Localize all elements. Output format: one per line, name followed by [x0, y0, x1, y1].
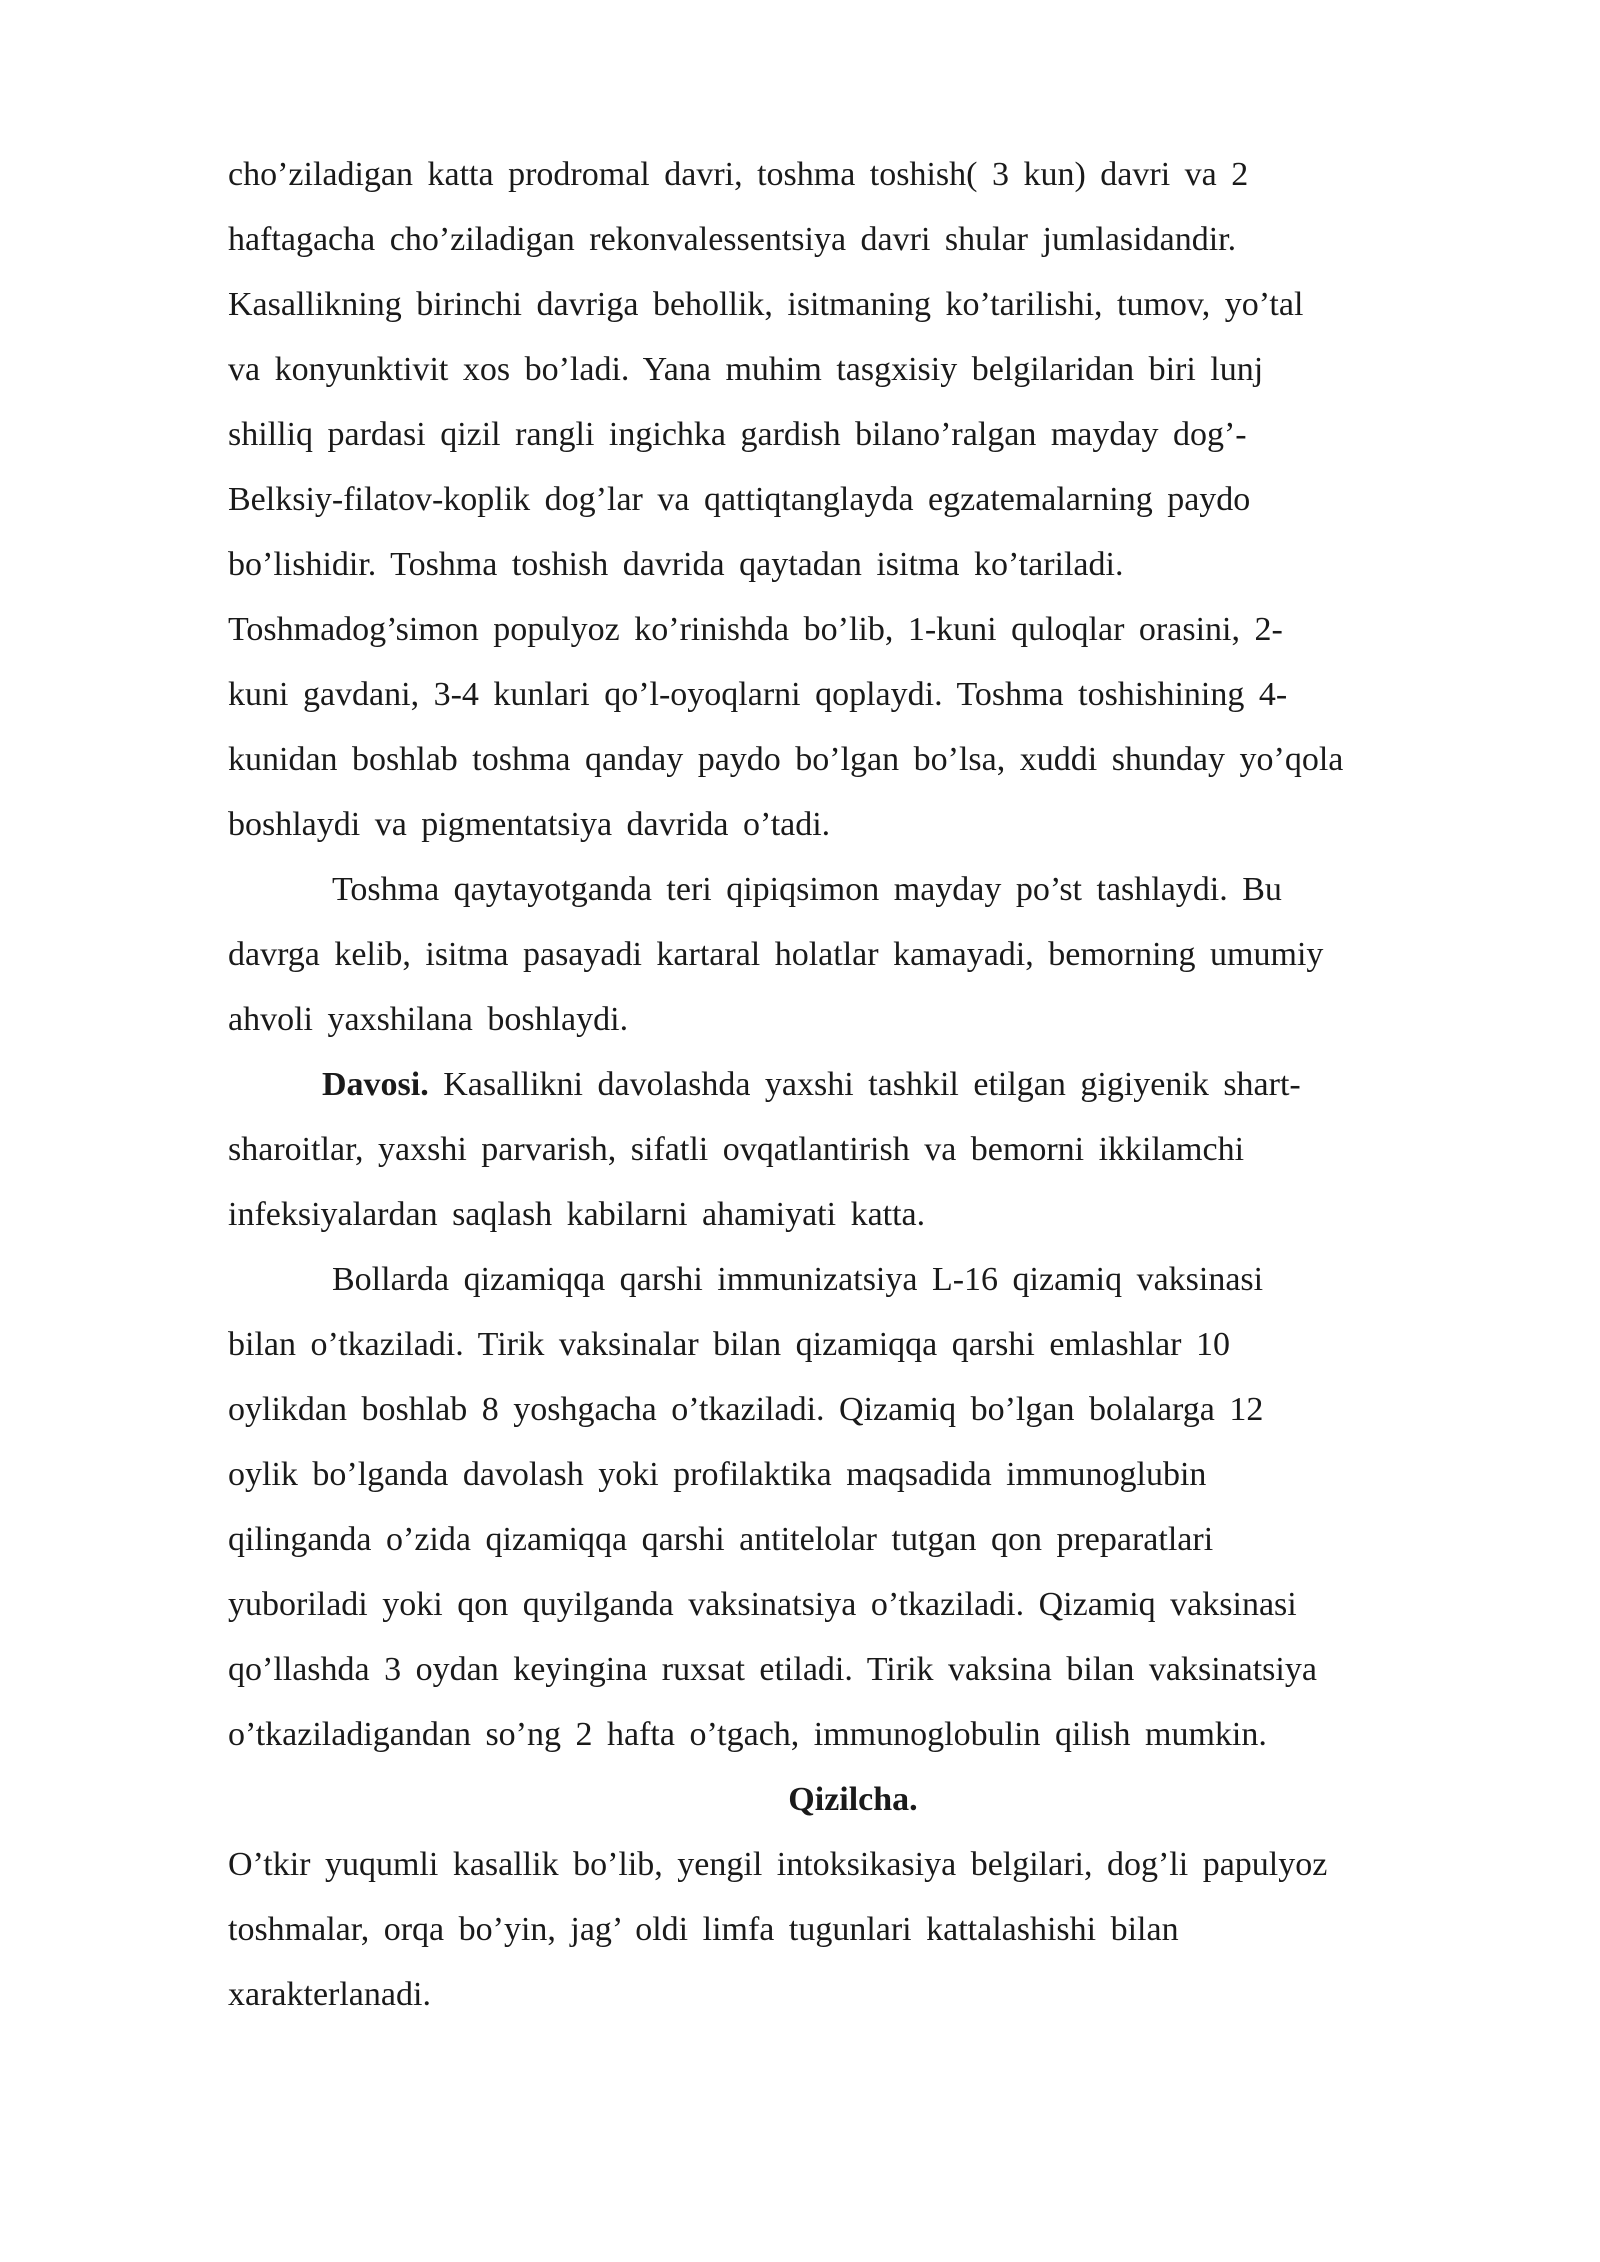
text-line: toshmalar, orqa bo’yin, jag’ oldi limfa tugunlari kattalashishi bilan	[228, 1911, 1179, 1948]
text-line: qilinganda o’zida qizamiqqa qarshi antitelolar tutgan qon preparatlari	[228, 1521, 1214, 1558]
text-line: davrga kelib, isitma pasayadi kartaral holatlar kamayadi, bemorning umumiy	[228, 936, 1324, 973]
paragraph-treatment	[228, 1052, 1478, 1247]
text-line: Bollarda qizamiqqa qarshi immunizatsiya L-16 qizamiq vaksinasi	[332, 1261, 1264, 1298]
section-heading-rubella: Qizilcha.	[788, 1781, 918, 1818]
text-line: bo’lishidir. Toshma toshish davrida qaytadan isitma ko’tariladi.	[228, 546, 1124, 583]
text-line: sharoitlar, yaxshi parvarish, sifatli ovqatlantirish va bemorni ikkilamchi	[228, 1131, 1245, 1168]
text-line: va konyunktivit xos bo’ladi. Yana muhim tasgxisiy belgilaridan biri lunj	[228, 351, 1264, 388]
text-line: Belksiy-filatov-koplik dog’lar va qattiqtanglayda egzatemalarning paydo	[228, 481, 1251, 518]
text-line: qo’llashda 3 oydan keyingina ruxsat etiladi. Tirik vaksina bilan vaksinatsiya	[228, 1651, 1317, 1688]
text-line: kuni gavdani, 3-4 kunlari qo’l-oyoqlarni qoplaydi. Toshma toshishining 4-	[228, 676, 1288, 713]
text-line: Toshma qaytayotganda teri qipiqsimon mayday po’st tashlaydi. Bu	[332, 871, 1282, 908]
text-line: kunidan boshlab toshma qanday paydo bo’lgan bo’lsa, xuddi shunday yo’qola	[228, 741, 1344, 778]
text-line: Toshmadog’simon populyoz ko’rinishda bo’lib, 1-kuni quloqlar orasini, 2-	[228, 611, 1283, 648]
text-line: yuboriladi yoki qon quyilganda vaksinatsiya o’tkaziladi. Qizamiq vaksinasi	[228, 1586, 1297, 1623]
text-line: O’tkir yuqumli kasallik bo’lib, yengil intoksikasiya belgilari, dog’li papulyoz	[228, 1846, 1328, 1883]
text-line: haftagacha cho’ziladigan rekonvalessentsiya davri shular jumlasidandir.	[228, 221, 1237, 258]
paragraph-immunization	[228, 1247, 1478, 1767]
document-body	[228, 142, 1478, 2027]
text-line: xarakterlanadi.	[228, 1976, 431, 2013]
text-line	[228, 1052, 1478, 1117]
text-line: oylikdan boshlab 8 yoshgacha o’tkaziladi. Qizamiq bo’lgan bolalarga 12	[228, 1391, 1264, 1428]
treatment-lead-term: Davosi.	[322, 1066, 429, 1103]
text-line: Kasallikning birinchi davriga behollik, isitmaning ko’tarilishi, tumov, yo’tal	[228, 286, 1304, 323]
paragraph-rubella-definition	[228, 1832, 1478, 2027]
text-line: infeksiyalardan saqlash kabilarni ahamiyati katta.	[228, 1196, 926, 1233]
text-span: Kasallikni davolashda yaxshi tashkil etilgan gigiyenik shart-	[428, 1066, 1301, 1103]
text-line: ahvoli yaxshilana boshlaydi.	[228, 1001, 629, 1038]
paragraph-measles-course	[228, 142, 1478, 857]
paragraph-rash-recovery	[228, 857, 1478, 1052]
text-line: oylik bo’lganda davolash yoki profilaktika maqsadida immunoglubin	[228, 1456, 1207, 1493]
text-line: shilliq pardasi qizil rangli ingichka gardish bilano’ralgan mayday dog’-	[228, 416, 1247, 453]
text-line: o’tkaziladigandan so’ng 2 hafta o’tgach, immunoglobulin qilish mumkin.	[228, 1716, 1267, 1753]
text-line: bilan o’tkaziladi. Tirik vaksinalar bilan qizamiqqa qarshi emlashlar 10	[228, 1326, 1230, 1363]
text-line: boshlaydi va pigmentatsiya davrida o’tadi.	[228, 806, 831, 843]
text-line: cho’ziladigan katta prodromal davri, toshma toshish( 3 kun) davri va 2	[228, 156, 1249, 193]
